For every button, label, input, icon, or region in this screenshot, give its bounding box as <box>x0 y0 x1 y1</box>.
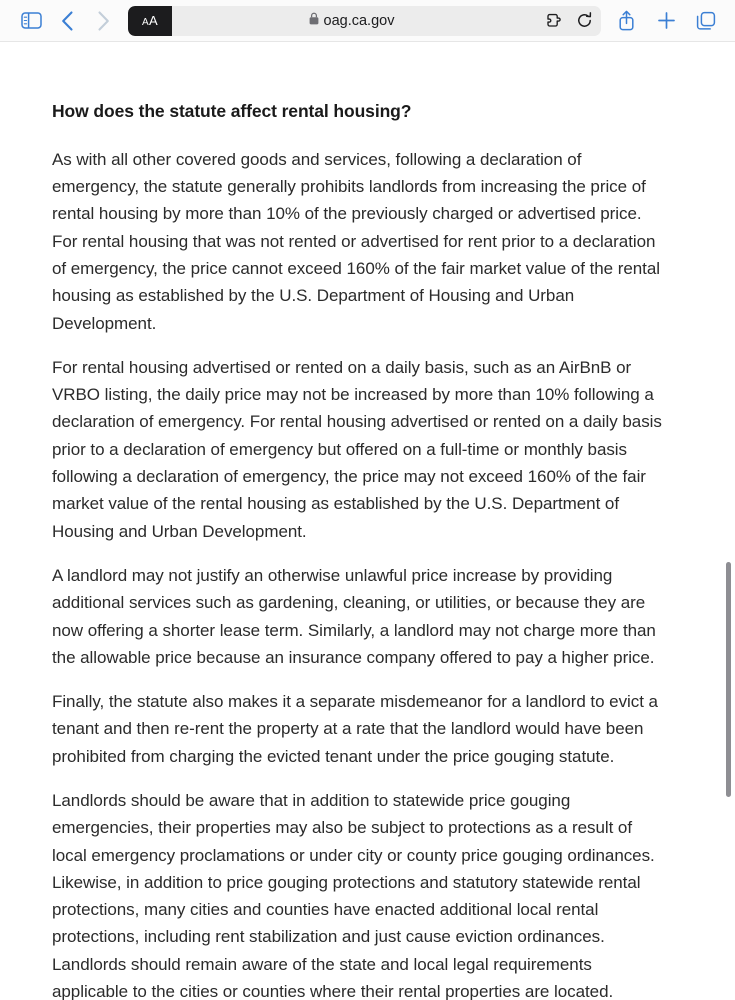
page-scrollbar[interactable] <box>725 42 732 1000</box>
lock-icon <box>309 12 319 30</box>
paragraph-5: Landlords should be aware that in addition to statewide price gouging emergencies, their properties may also be subject to protections as a result of local emergency proclamations or under city or county price gouging ordinances. Likewise, in addition to price gouging protections and statutory statewide rental protections, many cities and counties have enacted additional local rental protections, including rent stabilization and just cause eviction ordinances. Landlords should remain aware of the state and local legal requirements applicable to the cities or counties where their rental properties are located. <box>52 790 655 1000</box>
back-button[interactable] <box>50 4 84 38</box>
text-size-label <box>142 13 158 28</box>
browser-toolbar <box>0 0 735 42</box>
show-tabs-button[interactable] <box>689 4 723 38</box>
paragraph-3: A landlord may not justify an otherwise unlawful price increase by providing additional services such as gardening, cleaning, or utilities, or because they are now offering a shorter lease term. Similarly, a landlord may not charge more than the allowable price because an insurance company offered to pay a higher price. <box>52 565 656 667</box>
text-size-label-large: A <box>149 13 158 28</box>
address-bar[interactable] <box>128 6 601 36</box>
address-bar-actions <box>545 6 594 36</box>
page-heading: How does the statute affect rental housing? <box>52 101 412 121</box>
article-body <box>0 100 735 1000</box>
scrollbar-thumb[interactable] <box>726 562 731 797</box>
paragraph-4: Finally, the statute also makes it a separate misdemeanor for a landlord to evict a tenant and then re-rent the property at a rate that the landlord would have been prohibited from charging the evicted tenant under the price gouging statute. <box>52 692 658 766</box>
show-sidebar-button[interactable] <box>14 4 48 38</box>
reload-icon[interactable] <box>574 11 594 31</box>
forward-button[interactable] <box>86 4 120 38</box>
text-size-label-small: A <box>142 17 149 28</box>
text-size-button[interactable] <box>128 6 172 36</box>
extensions-icon[interactable] <box>545 11 565 31</box>
paragraph-2: For rental housing advertised or rented on a daily basis, such as an AirBnB or VRBO listing, the daily price may not be increased by more than 10% following a declaration of emergency. For rental housing advertised or rented on a daily basis prior to a declaration of emergency but offered on a full-time or monthly basis following a declaration of emergency, the price may not exceed 160% of the fair market value of the rental housing as established by the U.S. Department of Housing and Urban Development. <box>52 357 662 541</box>
paragraph-1: As with all other covered goods and services, following a declaration of emergency, the statute generally prohibits landlords from increasing the price of rental housing by more than 10% of the previously charged or advertised price. For rental housing that was not rented or advertised for rent prior to a declaration of emergency, the price cannot exceed 160% of the fair market value of the rental housing as established by the U.S. Department of Housing and Urban Development. <box>52 149 660 333</box>
url-display[interactable] <box>128 12 601 30</box>
new-tab-button[interactable] <box>649 4 683 38</box>
toolbar-right-controls <box>609 4 735 38</box>
toolbar-left-controls <box>0 4 120 38</box>
share-button[interactable] <box>609 4 643 38</box>
url-text: oag.ca.gov <box>323 12 395 29</box>
page-content-area <box>0 42 735 1000</box>
